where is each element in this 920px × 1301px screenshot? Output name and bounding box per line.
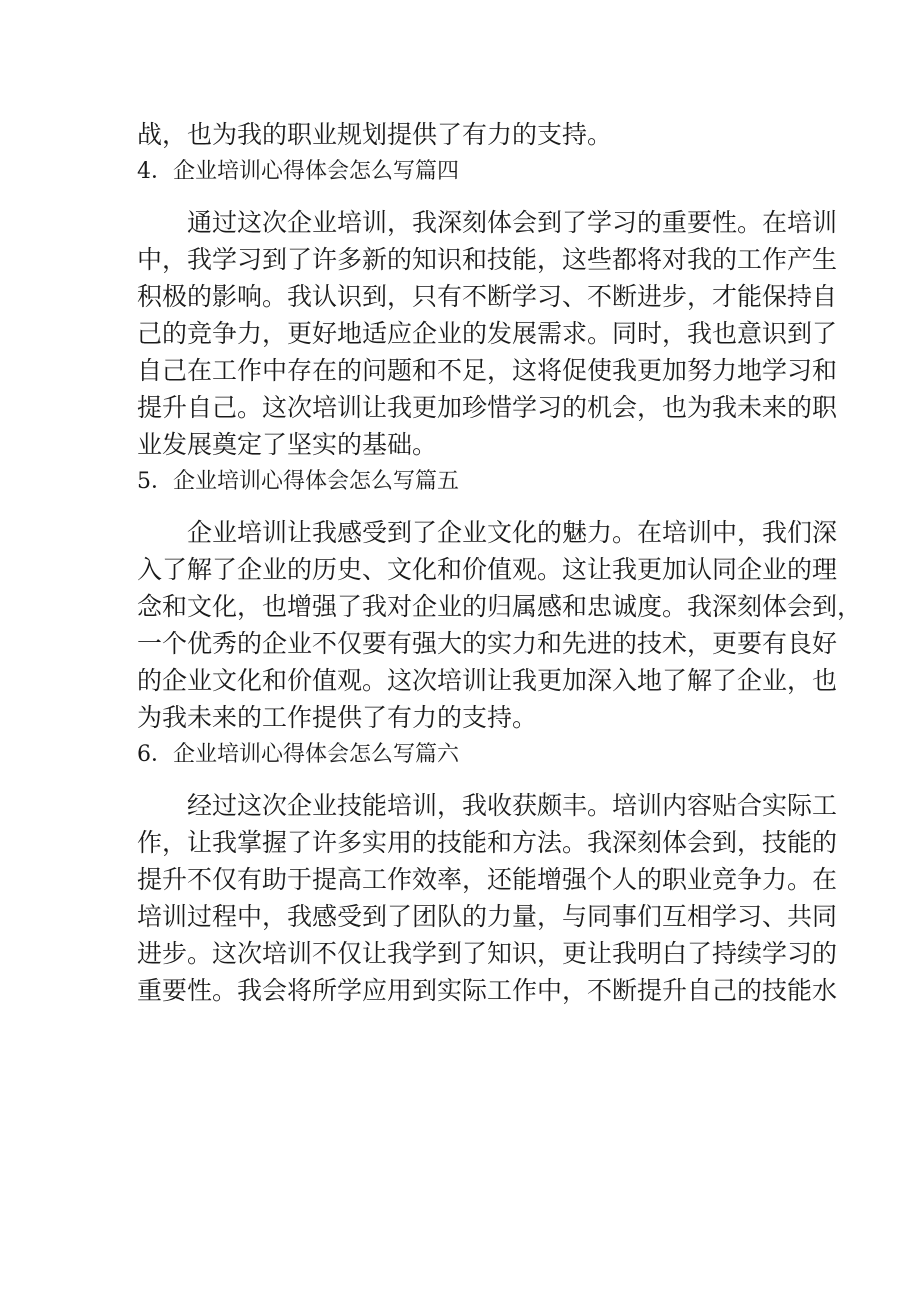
spacer	[137, 773, 787, 787]
paragraph-line: 入了解了企业的历史、文化和价值观。这让我更加认同企业的理	[137, 555, 838, 584]
section-heading: 6．企业培训心得体会怎么写篇六	[137, 742, 459, 767]
paragraph-line: 己的竞争力，更好地适应企业的发展需求。同时，我也意识到了	[137, 319, 838, 348]
paragraph-line: 中，我学习到了许多新的知识和技能，这些都将对我的工作产生	[137, 245, 838, 274]
paragraph-line: 作，让我掌握了许多实用的技能和方法。我深刻体会到，技能的	[137, 828, 838, 857]
paragraph-line: 进步。这次培训不仅让我学到了知识，更让我明白了持续学习的	[137, 939, 838, 968]
spacer	[137, 500, 787, 514]
section-paragraph	[137, 787, 838, 1009]
paragraph-line: 企业培训让我感受到了企业文化的魅力。在培训中，我们深	[187, 518, 838, 547]
paragraph-line: 重要性。我会将所学应用到实际工作中，不断提升自己的技能水	[137, 976, 838, 1005]
paragraph-line: 提升自己。这次培训让我更加珍惜学习的机会，也为我未来的职	[137, 393, 838, 422]
section-heading: 4．企业培训心得体会怎么写篇四	[137, 159, 459, 184]
paragraph-line: 业发展奠定了坚实的基础。	[137, 430, 438, 459]
paragraph-line: 经过这次企业技能培训，我收获颇丰。培训内容贴合实际工	[187, 791, 838, 820]
paragraph-line: 一个优秀的企业不仅要有强大的实力和先进的技术，更要有良好	[137, 629, 838, 658]
paragraph-line: 战，也为我的职业规划提供了有力的支持。	[137, 120, 613, 149]
document-page	[137, 116, 863, 1009]
paragraph-line: 通过这次企业培训，我深刻体会到了学习的重要性。在培训	[187, 208, 838, 237]
section-heading: 5．企业培训心得体会怎么写篇五	[137, 469, 459, 494]
lead-paragraph	[137, 116, 787, 153]
paragraph-line: 积极的影响。我认识到，只有不断学习、不断进步，才能保持自	[137, 282, 838, 311]
section-6	[137, 736, 838, 1009]
paragraph-line: 培训过程中，我感受到了团队的力量，与同事们互相学习、共同	[137, 902, 838, 931]
paragraph-line: 提升不仅有助于提高工作效率，还能增强个人的职业竞争力。在	[137, 865, 838, 894]
section-paragraph	[137, 204, 838, 463]
section-5	[137, 463, 863, 736]
paragraph-line: 的企业文化和价值观。这次培训让我更加深入地了解了企业，也	[137, 666, 838, 695]
section-4	[137, 153, 838, 463]
spacer	[137, 190, 787, 204]
paragraph-line: 念和文化，也增强了我对企业的归属感和忠诚度。我深刻体会到，	[137, 592, 863, 621]
paragraph-line: 为我未来的工作提供了有力的支持。	[137, 703, 538, 732]
section-paragraph	[137, 514, 863, 736]
paragraph-line: 自己在工作中存在的问题和不足，这将促使我更加努力地学习和	[137, 356, 838, 385]
